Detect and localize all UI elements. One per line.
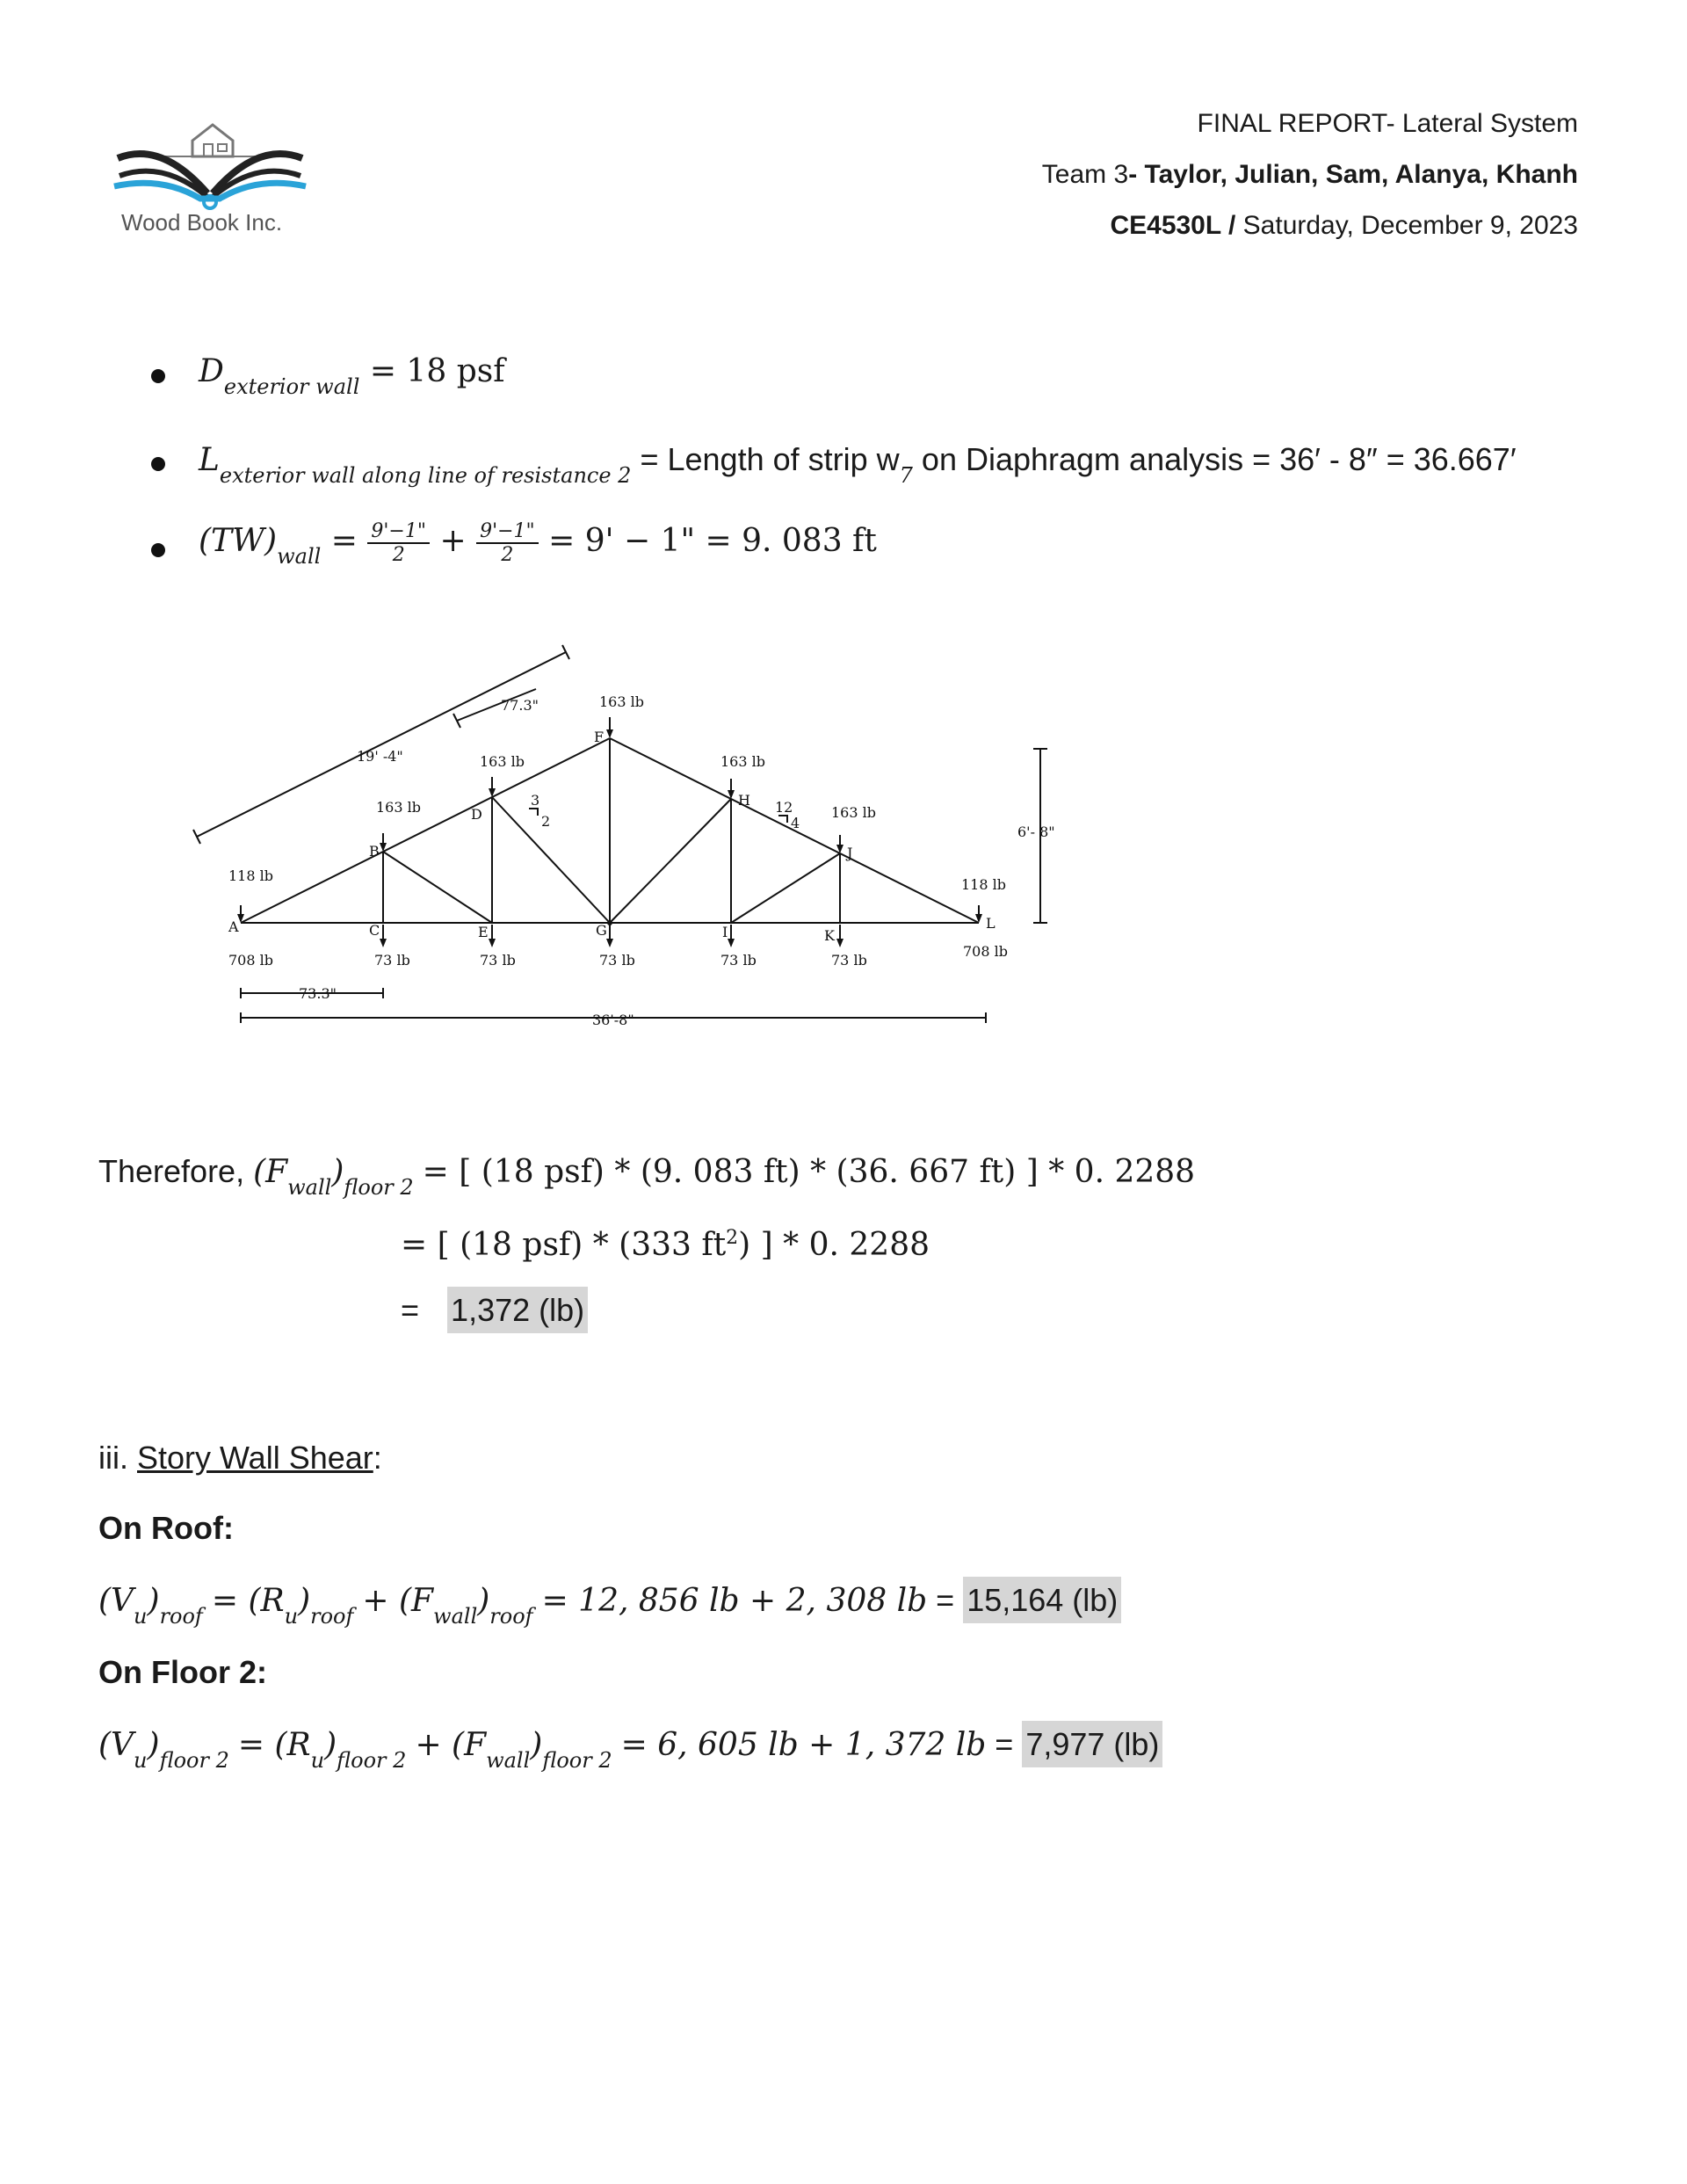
- load-label: 73 lb: [374, 952, 410, 969]
- node-label: K: [824, 927, 835, 944]
- fraction: $\frac{9'-1"}{2}$: [476, 520, 539, 566]
- slope2-run: 12: [775, 799, 793, 816]
- dim-span: 36'-8": [592, 1012, 634, 1028]
- fraction: $\frac{9'-1"}{2}$: [367, 520, 430, 566]
- section-heading: iii. Story Wall Shear:: [98, 1440, 382, 1476]
- dim-height: 6'- 8": [1017, 824, 1055, 840]
- node-label: E: [478, 924, 489, 940]
- load-label: 118 lb: [961, 876, 1006, 893]
- node-label: A: [228, 918, 239, 935]
- load-label: 708 lb: [228, 952, 273, 969]
- book-house-icon: [109, 105, 311, 211]
- dim-bottom-panel: 73.3": [299, 985, 337, 1002]
- result-highlight: 1,372 (lb): [447, 1287, 588, 1333]
- load-label: 73 lb: [480, 952, 516, 969]
- node-label: B: [369, 843, 380, 860]
- load-label: 163 lb: [376, 799, 421, 816]
- node-label: L: [986, 915, 996, 932]
- truss-diagram: [185, 633, 1107, 1037]
- load-label: 163 lb: [720, 753, 765, 770]
- result-highlight: 7,977 (lb): [1022, 1721, 1162, 1767]
- slope-run: 2: [541, 813, 551, 830]
- node-label: F: [594, 729, 605, 745]
- node-label: C: [369, 922, 380, 939]
- floor2-heading: On Floor 2:: [98, 1654, 267, 1690]
- bullet-dot: [151, 543, 165, 557]
- slope-rise: 3: [531, 792, 540, 809]
- team-line: Team 3- Taylor, Julian, Sam, Alanya, Khanh: [1041, 160, 1578, 189]
- dim-panel: 77.3": [501, 697, 539, 714]
- bullet-dot: [151, 457, 165, 471]
- company-logo: [109, 105, 311, 246]
- logo-text: Wood Book Inc.: [121, 209, 283, 236]
- bullet-exterior-wall-length: $L_{exterior wall along line of resistance 2}$ = Length of strip $w_7$ on Diaphragm analysis = 36′ - 8″ = 36.667′: [199, 441, 1517, 488]
- course-date-line: CE4530L / Saturday, December 9, 2023: [1110, 211, 1578, 240]
- load-label: 73 lb: [599, 952, 635, 969]
- therefore-line-1: Therefore, $(F_{wall})_{floor 2}$ = [ (18 psf) * (9. 083 ft) * (36. 667 ft) ] * 0. 2288: [98, 1153, 1196, 1200]
- therefore-line-3: = 1,372 (lb): [401, 1292, 588, 1329]
- node-label: G: [596, 922, 607, 939]
- roof-heading: On Roof:: [98, 1510, 234, 1546]
- bullet-exterior-wall-dead-load: $D_{exterior wall} = 18$ psf: [199, 353, 505, 399]
- load-label: 163 lb: [599, 693, 644, 710]
- result-highlight: 15,164 (lb): [963, 1577, 1121, 1623]
- node-label: I: [722, 924, 728, 940]
- load-label: 163 lb: [831, 804, 876, 821]
- report-title: FINAL REPORT- Lateral System: [1197, 109, 1578, 138]
- node-label: H: [738, 792, 750, 809]
- slope2-rise: 4: [791, 815, 800, 831]
- floor2-equation: $(V_u)_{floor 2} = (R_u)_{floor 2} + (F_{wall})_{floor 2} = 6$, 605 lb + 1, 372 lb = 7,977 (lb): [98, 1726, 1162, 1763]
- roof-equation: $(V_u)_{roof} = (R_u)_{roof} + (F_{wall})_{roof} = 12$, 856 lb + 2, 308 lb = 15,164 (lb): [98, 1582, 1121, 1619]
- bullet-tributary-width: $(TW)_{wall}$ = $\frac{9'-1"}{2}$ + $\frac{9'-1"}{2}$ = 9' − 1" = 9. 083 ft: [199, 520, 877, 569]
- node-label: J: [847, 845, 853, 861]
- load-label: 73 lb: [720, 952, 757, 969]
- therefore-line-2: = [ (18 psf) * (333 $ft^2$) ] * 0. 2288: [401, 1227, 930, 1263]
- load-label: 163 lb: [480, 753, 525, 770]
- load-label: 118 lb: [228, 867, 273, 884]
- load-label: 73 lb: [831, 952, 867, 969]
- load-label: 708 lb: [963, 943, 1008, 960]
- bullet-dot: [151, 369, 165, 383]
- dim-top-chord: 19' -4": [357, 748, 403, 765]
- node-label: D: [471, 806, 482, 823]
